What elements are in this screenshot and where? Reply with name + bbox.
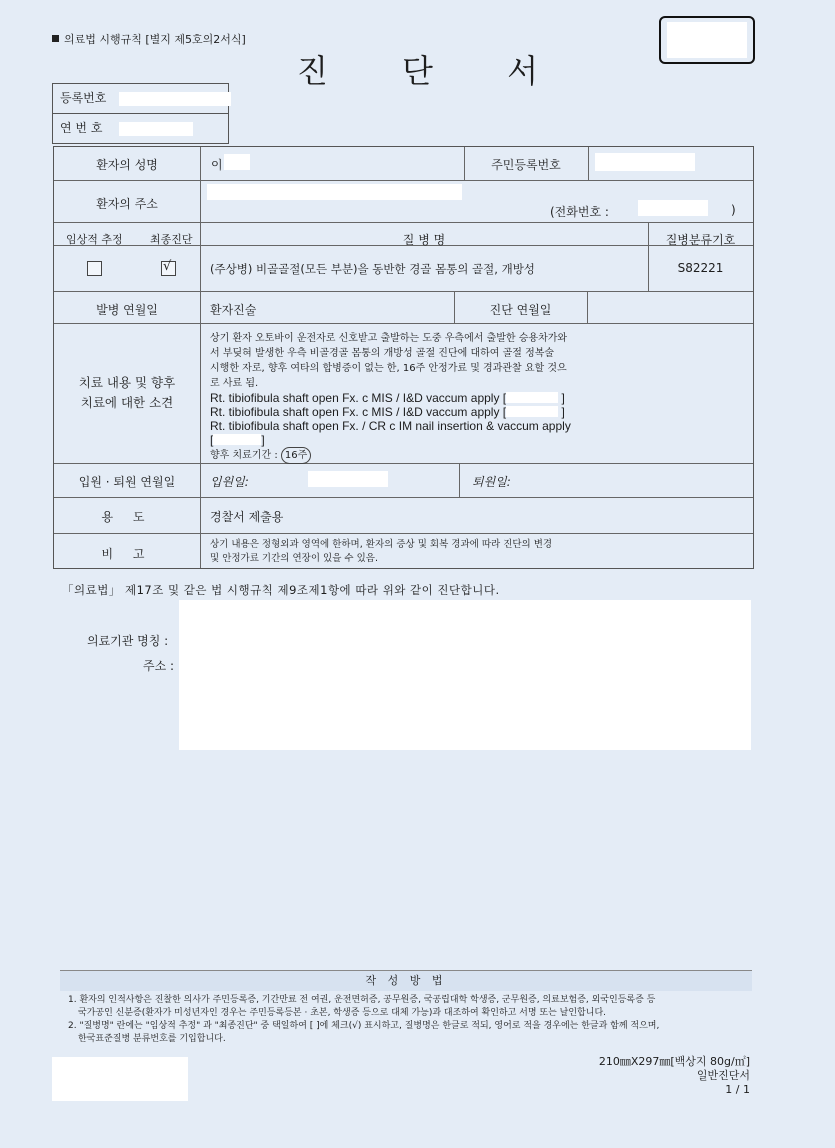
clinical-estimate-label: 임상적 추정	[66, 233, 123, 246]
footer-info	[560, 1055, 750, 1097]
institution-name-label: 의료기관 명칭 :	[87, 634, 169, 648]
declaration-text: 「의료법」 제17조 및 같은 법 시행규칙 제9조제1항에 따라 위와 같이 진단합니다.	[62, 583, 500, 597]
redacted-registration-number	[119, 92, 231, 106]
document-title: 진 단 서	[296, 52, 571, 90]
writing-method-text	[68, 994, 752, 1046]
discharge-date-label: 퇴원일:	[472, 475, 511, 489]
treatment-ko-line2: 서 부딪혀 발생한 우측 비골경골 몸통의 개방성 골절 진단에 대하여 골절 정복술	[210, 348, 555, 359]
treatment-en-line1: Rt. tibiofibula shaft open Fx. c MIS / I&D vaccum apply [ ]	[210, 391, 565, 405]
final-diagnosis-check-mark: √	[163, 259, 172, 274]
method-item1-line2: 국가공인 신분증(환자가 미성년자인 경우는 주민등록등본 · 초본, 학생증 등으로 대체 가능)과 대조하여 확인하고 서명 또는 날인합니다.	[78, 1008, 606, 1018]
onset-date-value: 환자진술	[210, 303, 257, 317]
institution-address-label: 주소 :	[143, 659, 175, 673]
serial-number-row	[53, 113, 228, 143]
diagnosis-form-table	[53, 146, 754, 569]
form-reference-text: 의료법 시행규칙 [별지 제5호의2서식]	[64, 33, 246, 46]
paper-spec: 210㎜X297㎜[백상지 80g/㎡]	[598, 1055, 750, 1068]
registration-number-row	[53, 84, 228, 113]
disease-name-header: 질 병 명	[402, 233, 446, 247]
future-treatment-value: 16주	[281, 447, 311, 464]
form-name: 일반진단서	[696, 1069, 750, 1082]
treatment-opinion-label	[54, 373, 200, 413]
treatment-ko-line1: 상기 환자 오토바이 운전자로 신호받고 출발하는 도중 우측에서 출발한 승용차가와	[210, 333, 568, 344]
clinical-estimate-checkbox[interactable]	[87, 261, 102, 276]
method-item2-line1: 2. "질병명" 란에는 "임상적 추정" 과 "최종진단" 중 택일하여 [ ]에 체크(√) 표시하고, 질병명은 한글로 적되, 영어로 적을 경우에는 한글과 함께 적으며,	[68, 1021, 660, 1031]
registration-box	[52, 83, 229, 144]
redacted-serial-number	[119, 122, 193, 136]
disease-code-value: S82221	[677, 261, 724, 275]
patient-name-value: 이	[211, 158, 223, 172]
final-diagnosis-label: 최종진단	[150, 233, 193, 246]
phone-close: )	[731, 203, 736, 217]
redacted-phone-number	[638, 200, 708, 216]
square-bullet-icon	[52, 35, 59, 42]
admission-dates-label: 입원 · 퇴원 연월일	[78, 475, 176, 489]
method-item2-line2: 한국표준질병 분류번호를 기입합니다.	[78, 1034, 226, 1044]
redacted-admit-date	[308, 471, 388, 487]
writing-method-title: 작 성 방 법	[60, 970, 752, 991]
redacted-footer-block	[52, 1057, 188, 1101]
redacted-resident-number	[595, 153, 695, 171]
diagnosis-date-label: 진단 연월일	[489, 303, 552, 317]
remarks-line2: 및 안정가료 기간의 연장이 있을 수 있음.	[210, 553, 378, 564]
remarks-label: 비 고	[101, 547, 153, 561]
admit-date-label: 입원일:	[210, 475, 249, 489]
form-reference	[52, 31, 246, 47]
patient-address-label: 환자의 주소	[96, 197, 158, 211]
patient-name-label: 환자의 성명	[96, 158, 158, 172]
remarks-text	[210, 538, 750, 566]
disease-code-header: 질병분류기호	[665, 233, 736, 247]
remarks-line1: 상기 내용은 정형외과 영역에 한하며, 환자의 증상 및 회복 경과에 따라 진단의 변경	[210, 539, 553, 550]
phone-label: (전화번호 :	[550, 205, 609, 219]
disease-name-value: (주상병) 비골골절(모든 부분)을 동반한 경골 몸통의 골절, 개방성	[210, 262, 535, 276]
treatment-ko-line3: 시행한 자로, 향후 여타의 합병증이 없는 한, 16주 안정가료 및 경과관찰 요할 것으	[210, 363, 567, 374]
serial-number-label: 연 번 호	[60, 121, 103, 135]
registration-number-label: 등록번호	[60, 91, 107, 105]
treatment-en-line2: Rt. tibiofibula shaft open Fx. c MIS / I&D vaccum apply [ ]	[210, 405, 565, 419]
purpose-value: 경찰서 제출용	[210, 510, 284, 524]
redacted-patient-address	[207, 184, 462, 200]
treatment-en-line4: [ ]	[210, 433, 265, 447]
treatment-label-line2: 치료에 대한 소견	[80, 395, 174, 410]
onset-date-label: 발병 연월일	[96, 303, 158, 317]
treatment-opinion-text	[210, 331, 750, 464]
future-treatment-period: 향후 치료기간 : 16주	[210, 447, 750, 464]
purpose-label: 용 도	[101, 510, 153, 524]
method-item1-line1: 1. 환자의 인적사항은 진찰한 의사가 주민등록증, 기간만료 전 여권, 운전면허증, 공무원증, 국공립대학 학생증, 군무원증, 의료보험증, 외국인등록증 등	[68, 995, 656, 1005]
resident-number-label: 주민등록번호	[491, 158, 561, 172]
redacted-institution-block	[179, 600, 751, 750]
treatment-en-line3: Rt. tibiofibula shaft open Fx. / CR c IM nail insertion & vaccum apply	[210, 419, 571, 433]
page-number: 1 / 1	[725, 1083, 750, 1096]
treatment-label-line1: 치료 내용 및 향후	[78, 375, 176, 390]
treatment-ko-line4: 로 사료 됨.	[210, 378, 259, 389]
redacted-patient-name	[224, 154, 250, 170]
